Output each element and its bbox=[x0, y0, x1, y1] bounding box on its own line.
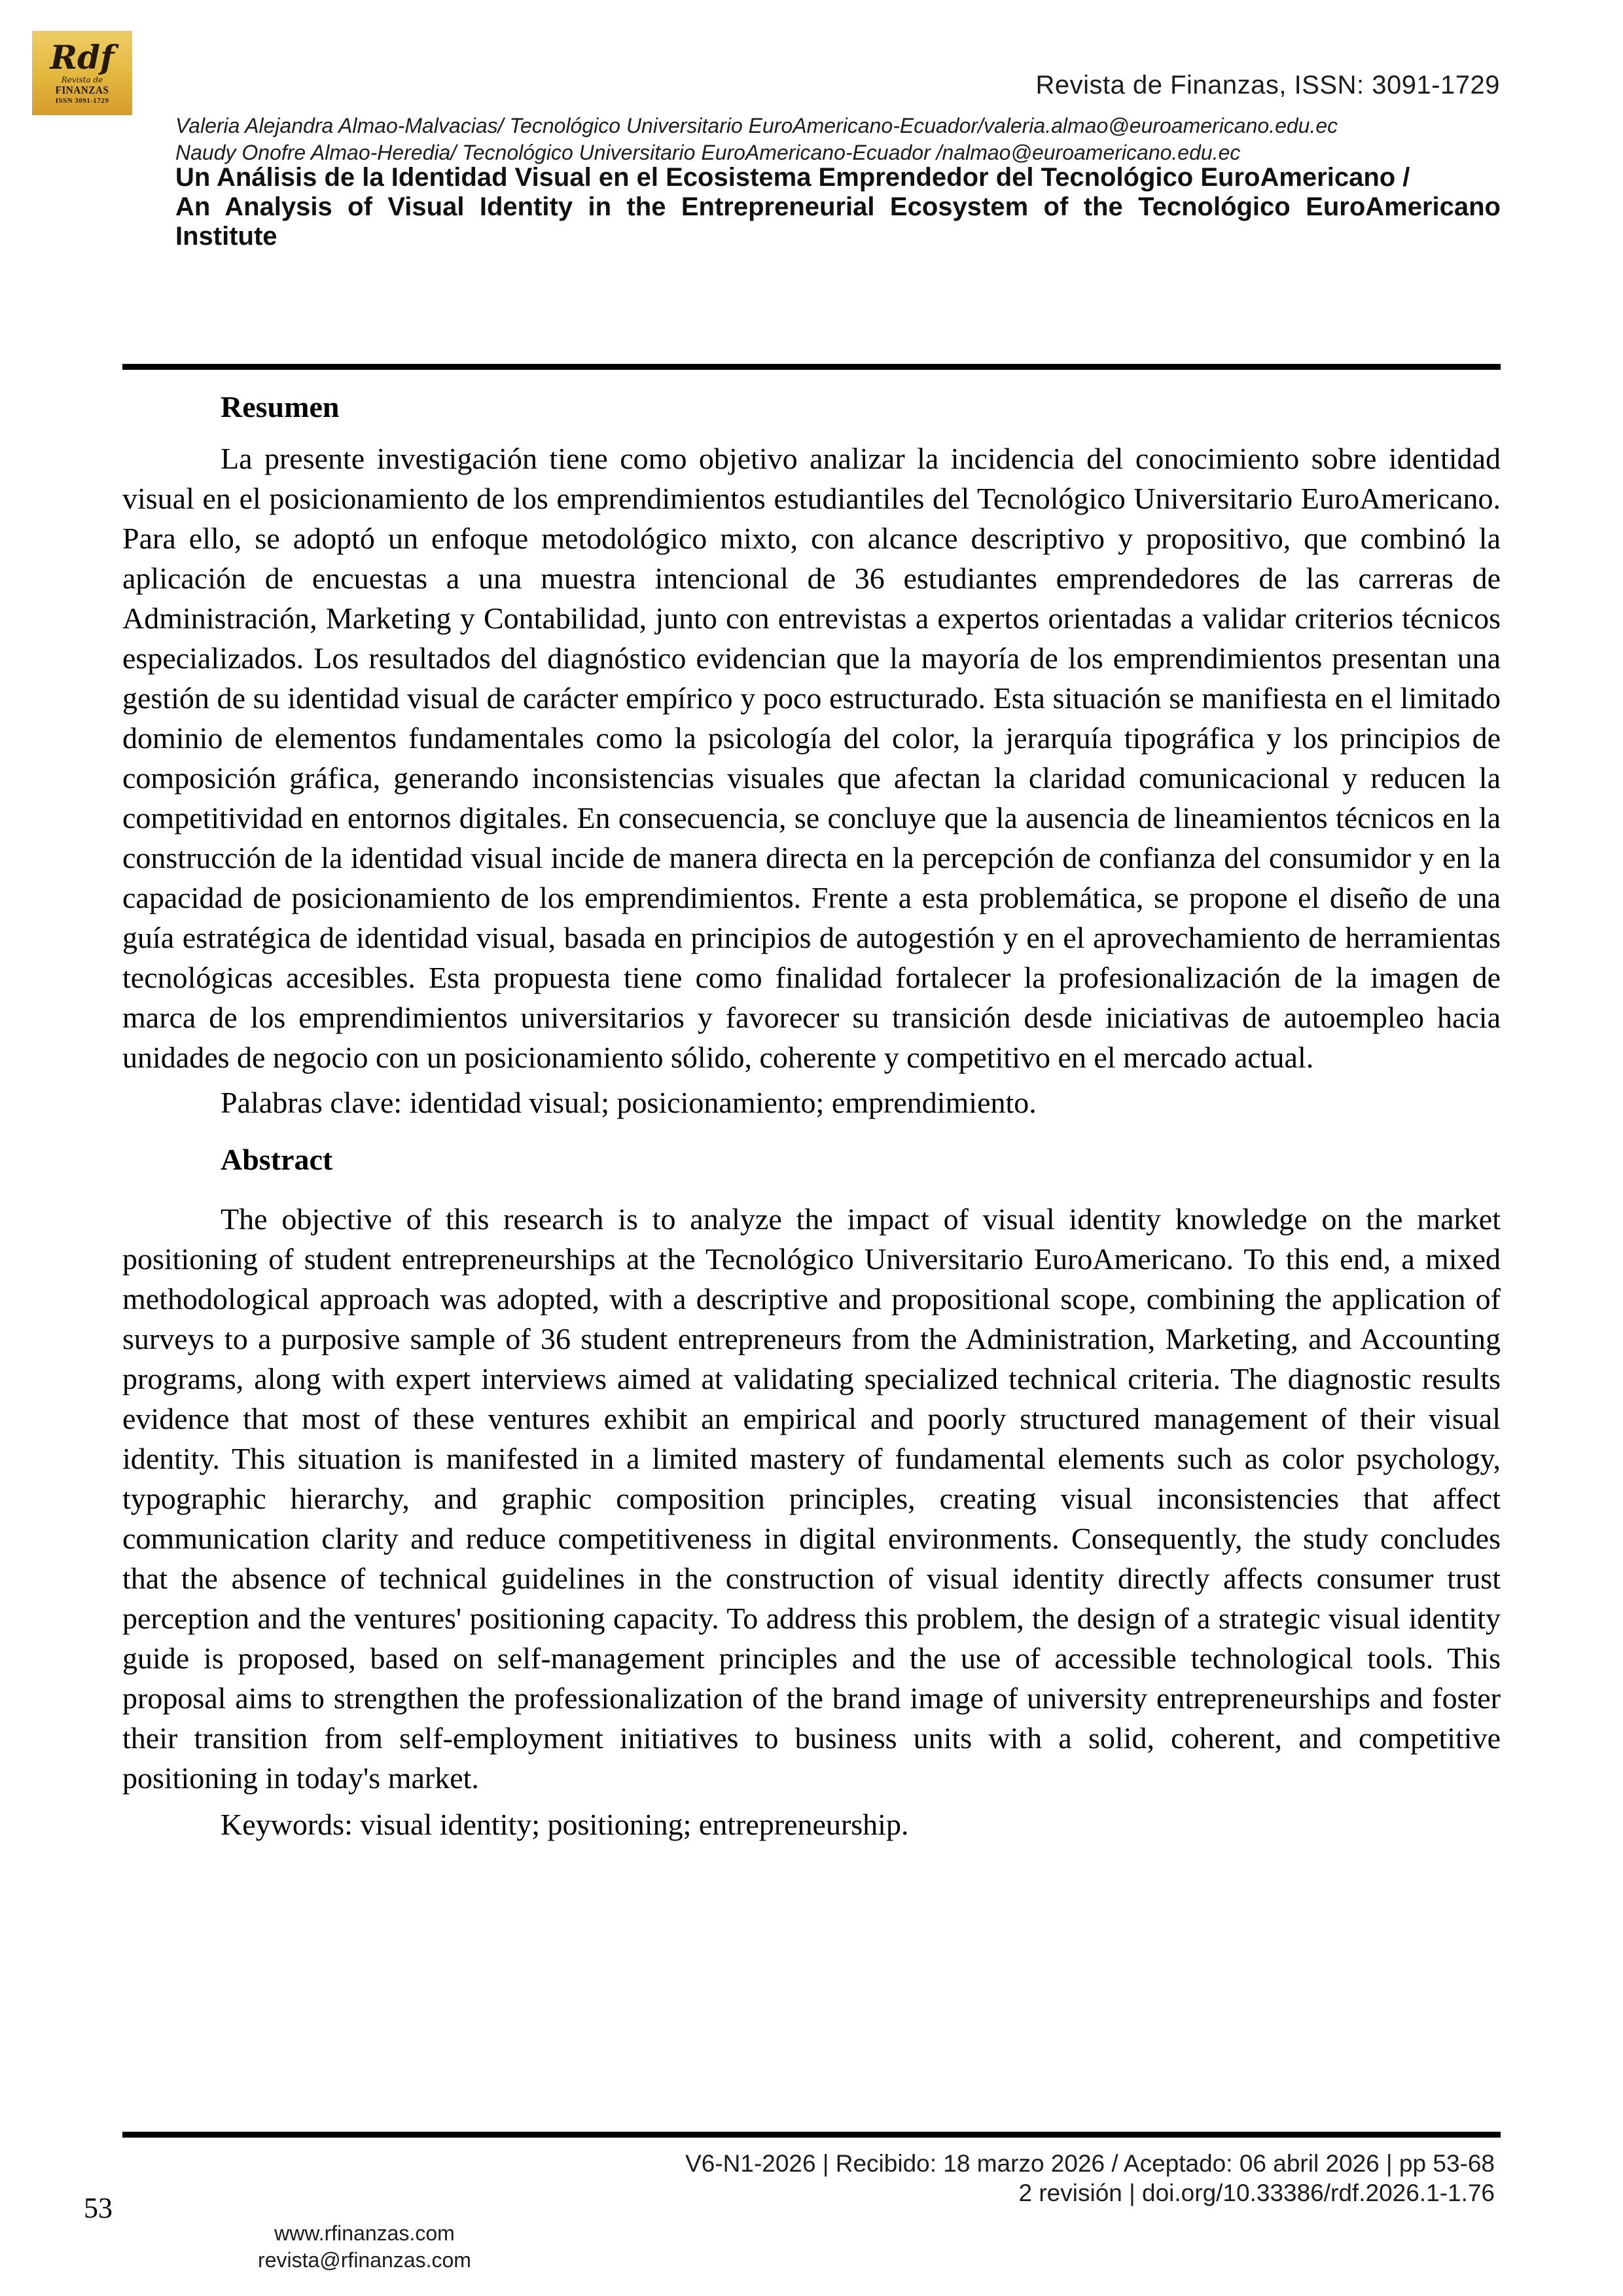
keywords-line: Keywords: visual identity; positioning; entrepreneurship. bbox=[221, 1808, 909, 1841]
resumen-heading: Resumen bbox=[221, 390, 340, 423]
abstract-paragraph: The objective of this research is to analyze the impact of visual identity knowledge on the market positioning of student entrepreneurships at the Tecnológico Universitario EuroAmericano. To this end, a mixed methodological approach was adopted, with a descriptive and propositional scope, combining the application of surveys to a purposive sample of 36 student entrepreneurs from the Administration, Marketing, and Accounting programs, along with expert interviews aimed at validating specialized technical criteria. The diagnostic results evidence that most of these ventures exhibit an empirical and poorly structured management of their visual identity. This situation is manifested in a limited mastery of fundamental elements such as color psychology, typographic hierarchy, and graphic composition principles, creating visual inconsistencies that affect communication clarity and reduce competitiveness in digital environments. Consequently, the study concludes that the absence of technical guidelines in the construction of visual identity directly affects consumer trust perception and the ventures' positioning capacity. To address this problem, the design of a strategic visual identity guide is proposed, based on self-management principles and the use of accessible technological tools. This proposal aims to strengthen the professionalization of the brand image of university entrepreneurships and foster their transition from self-employment initiatives to business units with a solid, coherent, and competitive positioning in today's market. bbox=[122, 1202, 1501, 1795]
footer-divider-rule bbox=[122, 2132, 1501, 2138]
article-title bbox=[175, 163, 1501, 251]
article-title-line-en: An Analysis of Visual Identity in the Entrepreneurial Ecosystem of the Tecnológico EuroAmericano bbox=[175, 192, 1501, 221]
journal-website-link[interactable]: www.rfinanzas.com bbox=[274, 2221, 455, 2245]
footer-meta-block bbox=[685, 2149, 1495, 2208]
abstract-heading: Abstract bbox=[221, 1143, 333, 1176]
logo-issn-label: ISSN 3091-1729 bbox=[55, 96, 109, 105]
journal-email-link[interactable]: revista@rfinanzas.com bbox=[258, 2248, 471, 2272]
footer-revision-doi-line[interactable]: 2 revisión | doi.org/10.33386/rdf.2026.1-1.76 bbox=[1018, 2179, 1495, 2206]
palabras-clave-line: Palabras clave: identidad visual; posicionamiento; emprendimiento. bbox=[221, 1086, 1037, 1119]
page-number: 53 bbox=[84, 2192, 113, 2224]
journal-logo bbox=[32, 31, 132, 115]
logo-finanzas-label: FINANZAS bbox=[55, 83, 109, 96]
author-line-2: Naudy Onofre Almao-Heredia/ Tecnológico Universitario EuroAmericano-Ecuador /nalmao@euroamericano.edu.ec bbox=[175, 141, 1241, 164]
logo-monogram-rdf: Rdf bbox=[50, 37, 115, 77]
author-line-1: Valeria Alejandra Almao-Malvacias/ Tecnológico Universitario EuroAmericano-Ecuador/valeria.almao@euroamericano.edu.ec bbox=[175, 114, 1338, 137]
top-divider-rule bbox=[122, 364, 1501, 370]
article-body bbox=[122, 370, 1501, 1844]
logo-revista-de-label: Revista de bbox=[61, 75, 103, 84]
article-title-line-institute: Institute bbox=[175, 222, 277, 251]
footer-contact-block bbox=[201, 2220, 528, 2274]
article-title-line-es: Un Análisis de la Identidad Visual en el Ecosistema Emprendedor del Tecnológico EuroAmericano / bbox=[175, 163, 1410, 192]
resumen-paragraph: La presente investigación tiene como objetivo analizar la incidencia del conocimiento sobre identidad visual en el posicionamiento de los emprendimientos estudiantiles del Tecnológico Universitario EuroAmericano. Para ello, se adoptó un enfoque metodológico mixto, con alcance descriptivo y propositivo, que combinó la aplicación de encuestas a una muestra intencional de 36 estudiantes emprendedores de las carreras de Administración, Marketing y Contabilidad, junto con entrevistas a expertos orientadas a validar criterios técnicos especializados. Los resultados del diagnóstico evidencian que la mayoría de los emprendimientos presentan una gestión de su identidad visual de carácter empírico y poco estructurado. Esta situación se manifiesta en el limitado dominio de elementos fundamentales como la psicología del color, la jerarquía tipográfica y los principios de composición gráfica, generando inconsistencias visuales que afectan la claridad comunicacional y reducen la competitividad en entornos digitales. En consecuencia, se concluye que la ausencia de lineamientos técnicos en la construcción de la identidad visual incide de manera directa en la percepción de confianza del consumidor y en la capacidad de posicionamiento de los emprendimientos. Frente a esta problemática, se propone el diseño de una guía estratégica de identidad visual, basada en principios de autogestión y en el aprovechamiento de herramientas tecnológicas accesibles. Esta propuesta tiene como finalidad fortalecer la profesionalización de la imagen de marca de los emprendimientos universitarios y favorecer su transición desde iniciativas de autoempleo hacia unidades de negocio con un posicionamiento sólido, coherente y competitivo en el mercado actual. bbox=[122, 442, 1501, 1074]
journal-issn-header: Revista de Finanzas, ISSN: 3091-1729 bbox=[1035, 71, 1500, 99]
author-lines bbox=[175, 113, 1338, 166]
footer-volume-dates-line: V6-N1-2026 | Recibido: 18 marzo 2026 / Aceptado: 06 abril 2026 | pp 53-68 bbox=[685, 2150, 1495, 2177]
